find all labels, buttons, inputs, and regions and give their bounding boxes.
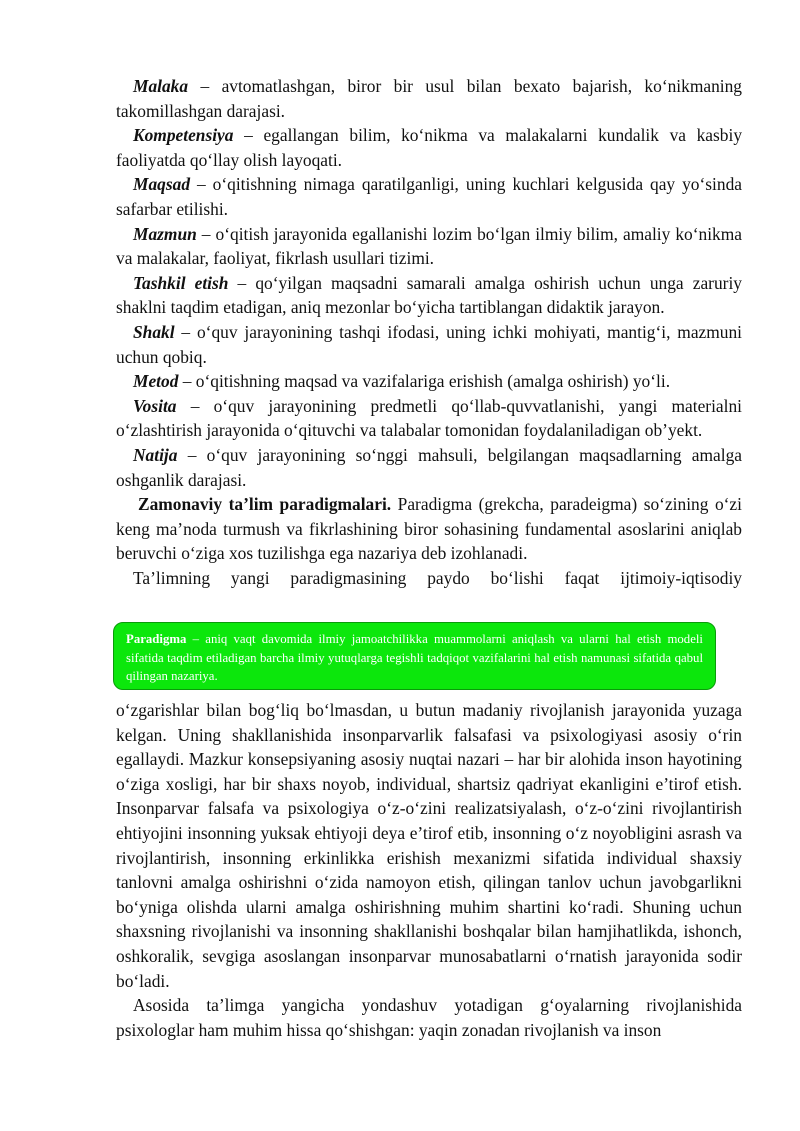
term: Vosita bbox=[133, 395, 177, 416]
definition-maqsad: Maqsad – o‘qitishning nimaga qaratilganligi, uning kuchlari kelgusida qay yo‘sinda safarbar etilishi. bbox=[116, 174, 742, 219]
section-text: Paradigma (grekcha, paradeigma) so‘zining o‘zi keng ma’noda turmush va fikrlashining biror sohasining fundamental asoslarini aniqlab beruvchi o‘ziga xos tuzilishga ega nazariya deb izohlanadi. bbox=[116, 494, 742, 564]
section-heading: Zamonaviy ta’lim paradigmalari. bbox=[138, 494, 392, 515]
term: Malaka bbox=[133, 76, 189, 96]
term: Mazmun bbox=[133, 223, 197, 244]
definition-text: qo‘yilgan maqsadni samarali amalga oshirish uchun unga zaruriy shaklni taqdim etadigan, aniq mezonlar bo‘yicha tartiblangan didaktik jarayon. bbox=[116, 272, 742, 318]
definition-text: o‘qitishning maqsad va vazifalariga erishish (amalga oshirish) yo‘li. bbox=[195, 371, 671, 392]
definition-vosita: Vosita – o‘quv jarayonining predmetli qo‘llab-quvvatlanishi, yangi materialni o‘zlashtirish jarayonida o‘qituvchi va talabalar tomonidan foydalaniladigan ob’yekt. bbox=[116, 395, 742, 441]
term: Kompetensiya bbox=[133, 125, 234, 146]
definition-text: o‘quv jarayonining tashqi ifodasi, uning ichki mohiyati, mantig‘i, mazmuni uchun qobiq. bbox=[116, 321, 743, 367]
definition-kompetensiya: Kompetensiya – egallangan bilim, ko‘nikma va malakalarni kundalik va kasbiy faoliyatda qo‘llay olish layoqati. bbox=[116, 125, 743, 170]
definition-text: o‘quv jarayonining predmetli qo‘llab-quvvatlanishi, yangi materialni o‘zlashtirish jarayonida o‘qituvchi va talabalar tomonidan foydalaniladigan ob’yekt. bbox=[116, 395, 742, 441]
last-paragraph: Asosida ta’limga yangicha yondashuv yotadigan g‘oyalarning rivojlanishida psixologlar ham muhim hissa qo‘shishgan: yaqin zonadan rivojlanish va inson bbox=[116, 995, 742, 1040]
definition-text: o‘quv jarayonining so‘nggi mahsuli, belgilangan maqsadlarning amalga oshganlik darajasi. bbox=[116, 444, 742, 490]
definition-text: o‘qitish jarayonida egallanishi lozim bo‘lgan ilmiy bilim, amaliy ko‘nikma va malakalar, faoliyat, fikrlash usullari tizimi. bbox=[116, 223, 743, 269]
definition-metod: Metod – o‘qitishning maqsad va vazifalariga erishish (amalga oshirish) yo‘li. bbox=[133, 371, 671, 392]
definition-natija: Natija – o‘quv jarayonining so‘nggi mahsuli, belgilangan maqsadlarning amalga oshganlik darajasi. bbox=[116, 444, 742, 490]
definition-malaka: Malaka – avtomatlashgan, biror bir usul bilan bexato bajarish, ko‘nikmaning takomillashgan darajasi. bbox=[116, 76, 742, 121]
callout-term: Paradigma bbox=[126, 632, 187, 647]
term: Metod bbox=[133, 371, 179, 392]
term: Shakl bbox=[133, 321, 175, 342]
document-page bbox=[116, 74, 742, 1042]
definition-tashkil-etish: Tashkil etish – qo‘yilgan maqsadni samarali amalga oshirish uchun unga zaruriy shaklni taqdim etadigan, aniq mezonlar bo‘yicha tartiblangan didaktik jarayon. bbox=[116, 272, 742, 318]
paradigma-callout-box bbox=[113, 622, 716, 690]
split-paragraph-end: o‘zgarishlar bilan bog‘liq bo‘lmasdan, u butun madaniy rivojlanish jarayonida yuzaga kelgan. Uning shakllanishida insonparvarlik falsafasi va psixologiyasi asosiy o‘rin egallaydi. Mazkur konsepsiyaning asosiy nuqtai nazari – har bir alohida inson hayotining o‘ziga xosligi, har bir shaxs noyob, individual, shartsiz qadriyat ekanligini e’tirof etish. Insonparvar falsafa va psixologiya o‘z-o‘zini realizatsiyalash, o‘z-o‘zini rivojlantirish ehtiyojini insonning yuksak ehtiyoji deya e’tirof etib, insonning o‘z noyobligini asrash va rivojlantirish, insonning erkinlikka erishish mexanizmi sifatida individual shaxsiy tanlovni amalga oshirishni o‘zida namoyon etish, qilingan tanlov uchun javobgarlikni bo‘yniga olishda ularni amalga oshirishning muhim shartini ko‘radi. Shuning uchun shaxsning rivojlanishi va insonning shakllanishi boshqalar bilan hamjihatlikda, ishonch, oshkoralik, sevgiga asoslangan insonparvar munosabatlarni o‘rnatish jarayonida sodir bo‘ladi. bbox=[116, 700, 742, 991]
term: Natija bbox=[133, 444, 178, 465]
definition-mazmun: Mazmun – o‘qitish jarayonida egallanishi lozim bo‘lgan ilmiy bilim, amaliy ko‘nikma va malakalar, faoliyat, fikrlash usullari tizimi. bbox=[116, 223, 743, 269]
definition-text: egallangan bilim, ko‘nikma va malakalarni kundalik va kasbiy faoliyatda qo‘llay olish layoqati. bbox=[116, 125, 743, 170]
definition-text: o‘qitishning nimaga qaratilganligi, uning kuchlari kelgusida qay yo‘sinda safarbar etilishi. bbox=[116, 174, 742, 219]
split-paragraph-start: Ta’limning yangi paradigmasining paydo bo‘lishi faqat ijtimoiy-iqtisodiy bbox=[133, 567, 742, 588]
definition-text: avtomatlashgan, biror bir usul bilan bexato bajarish, ko‘nikmaning takomillashgan darajasi. bbox=[116, 76, 742, 121]
definition-shakl: Shakl – o‘quv jarayonining tashqi ifodasi, uning ichki mohiyati, mantig‘i, mazmuni uchun qobiq. bbox=[116, 321, 743, 367]
section-paradigms bbox=[116, 492, 742, 566]
callout-text: – aniq vaqt davomida ilmiy jamoatchilikka muammolarni aniqlash va ularni hal etish modeli sifatida taqdim etiladigan barcha ilmiy yutuqlarga tegishli tadqiqot vazifalarini hal etish namunasi sifatida qabul qilingan nazariya. bbox=[126, 632, 703, 684]
term: Tashkil etish bbox=[133, 272, 229, 293]
term: Maqsad bbox=[133, 174, 191, 195]
